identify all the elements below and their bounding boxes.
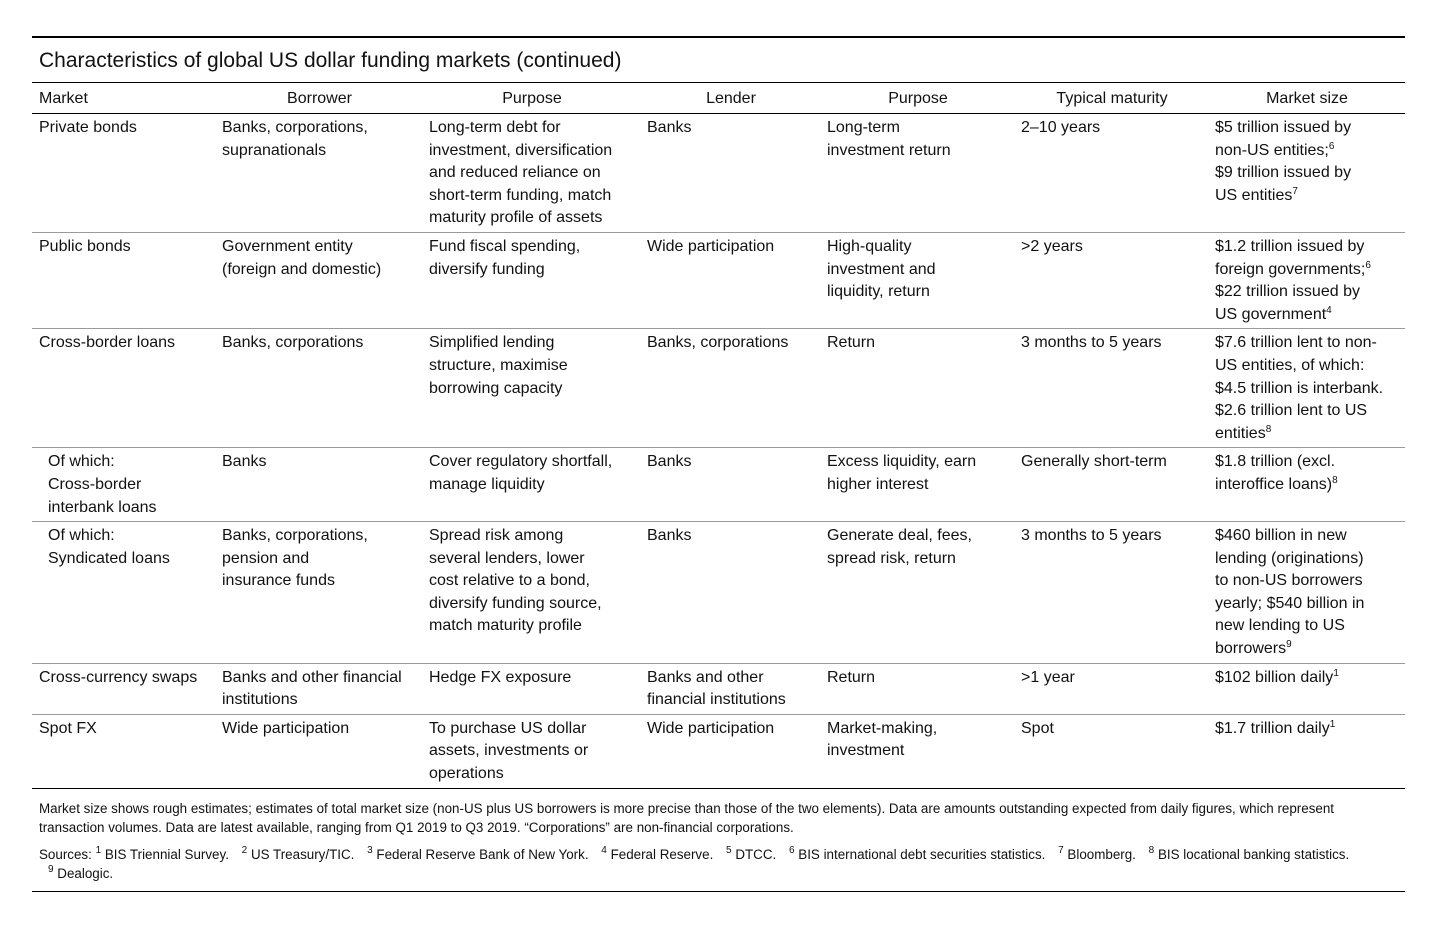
size-text: $22 trillion issued by [1215, 283, 1360, 301]
source-item [48, 863, 114, 881]
cell-line: Banks, corporations, [222, 527, 368, 545]
size-text: US government [1215, 305, 1327, 323]
footnote-ref: 8 [1265, 423, 1272, 435]
sources-line [39, 845, 1398, 883]
cell-line: diversify funding source, [429, 594, 602, 612]
cell-lender [641, 448, 821, 522]
cell-line: Cross-border loans [39, 334, 176, 352]
footnote-ref: 7 [1292, 185, 1298, 197]
cell-lender [641, 714, 821, 788]
cell-line: insurance funds [222, 572, 335, 590]
cell-line [1215, 117, 1399, 140]
cell-line: Banks, corporations [647, 334, 789, 352]
cell-line: borrowing capacity [429, 379, 563, 397]
source-item [367, 844, 589, 862]
cell-line: Return [827, 668, 876, 686]
cell-borrower [216, 232, 423, 328]
cell-line: financial institutions [647, 691, 786, 709]
cell-line: 2–10 years [1021, 119, 1101, 136]
table-row [32, 714, 1405, 788]
cell-line: Public bonds [39, 237, 131, 255]
cell-line: Spread risk among [429, 527, 564, 545]
footnote-ref: 6 [1328, 140, 1335, 152]
cell-line: Banks, corporations [222, 334, 364, 352]
cell-purpose-lender [821, 522, 1015, 664]
cell-purpose-borrower [423, 522, 641, 664]
source-text: Federal Reserve Bank of New York. [376, 846, 589, 862]
cell-line: Banks [647, 527, 692, 545]
table-notes [32, 789, 1405, 883]
source-item [726, 844, 777, 862]
source-item [601, 844, 714, 862]
cell-market-size [1209, 522, 1405, 664]
cell-lender [641, 522, 821, 664]
cell-line: Long-term [827, 119, 900, 136]
source-text: BIS international debt securities statistics. [798, 846, 1046, 862]
cell-line: Banks and other financial [222, 668, 402, 686]
table-row [32, 663, 1405, 714]
source-text: DTCC. [735, 846, 777, 862]
cell-line: Excess liquidity, earn [827, 453, 977, 471]
cell-maturity [1015, 329, 1209, 448]
header-row [32, 83, 1405, 114]
cell-market-size [1209, 232, 1405, 328]
cell-line: spread risk, return [827, 549, 956, 567]
cell-borrower [216, 329, 423, 448]
cell-maturity [1015, 114, 1209, 233]
size-text: US entities, of which: [1215, 356, 1365, 374]
size-text: yearly; $540 billion in [1215, 594, 1365, 612]
cell-line: Spot FX [39, 719, 97, 737]
cell-borrower [216, 522, 423, 664]
cell-line: diversify funding [429, 260, 545, 278]
size-text: $102 billion daily [1215, 668, 1334, 686]
cell-line: Cover regulatory shortfall, [429, 453, 613, 471]
table-row [32, 522, 1405, 664]
cell-line: short-term funding, match [429, 186, 612, 204]
footnote-ref: 8 [1332, 474, 1338, 486]
market-size-entry [1215, 281, 1399, 326]
cell-market-size [1209, 329, 1405, 448]
cell-line [1215, 593, 1399, 616]
cell-line [1215, 474, 1399, 497]
cell-borrower [216, 714, 423, 788]
cell-market [32, 232, 216, 328]
cell-borrower [216, 448, 423, 522]
cell-line: Spot [1021, 719, 1054, 737]
size-text: $460 billion in new [1215, 527, 1347, 545]
cell-market-size [1209, 663, 1405, 714]
size-text: $4.5 trillion is interbank. [1215, 379, 1384, 397]
table-title: Characteristics of global US dollar funding markets (continued) [39, 49, 622, 72]
cell-line [1215, 140, 1399, 163]
footnote-ref: 9 [1286, 639, 1292, 651]
market-size-entry [1215, 718, 1399, 741]
cell-purpose-borrower [423, 114, 641, 233]
cell-market [32, 714, 216, 788]
source-text: BIS Triennial Survey. [104, 846, 229, 862]
cell-line: Of which: [48, 453, 115, 471]
cell-line: investment [827, 742, 905, 760]
cell-line [1215, 378, 1399, 401]
source-number: 1 [95, 844, 102, 856]
cell-lender [641, 232, 821, 328]
cell-line: Generally short-term [1021, 453, 1167, 471]
size-text: $7.6 trillion lent to non- [1215, 334, 1377, 352]
cell-maturity [1015, 663, 1209, 714]
document [32, 36, 1405, 892]
header-maturity: Typical maturity [1015, 83, 1209, 114]
market-size-entry [1215, 667, 1399, 690]
source-number: 4 [601, 844, 607, 856]
size-text: entities [1215, 424, 1266, 442]
source-item [241, 844, 355, 862]
cell-line: Wide participation [647, 719, 775, 737]
cell-line: operations [429, 765, 504, 783]
funding-markets-table [32, 83, 1405, 789]
cell-line: Private bonds [39, 119, 137, 136]
cell-line [1215, 281, 1399, 304]
cell-market-size [1209, 114, 1405, 233]
cell-line: Banks, corporations, [222, 119, 368, 136]
size-text: interoffice loans) [1215, 475, 1333, 493]
cell-line: interbank loans [48, 498, 157, 516]
source-item [95, 844, 229, 862]
cell-line: Government entity [222, 237, 353, 255]
header-borrower: Borrower [216, 83, 423, 114]
size-text: to non-US borrowers [1215, 572, 1363, 590]
cell-borrower [216, 114, 423, 233]
header-purpose-lender: Purpose [821, 83, 1015, 114]
cell-line: liquidity, return [827, 283, 930, 301]
cell-line: structure, maximise [429, 356, 568, 374]
cell-line [1215, 423, 1399, 446]
cell-line [1215, 525, 1399, 548]
cell-line: investment and [827, 260, 936, 278]
header-purpose-borrower: Purpose [423, 83, 641, 114]
cell-purpose-borrower [423, 663, 641, 714]
source-text: Dealogic. [57, 865, 114, 881]
cell-line: Simplified lending [429, 334, 555, 352]
cell-line: Hedge FX exposure [429, 668, 572, 686]
market-size-entry [1215, 332, 1399, 445]
cell-line: Of which: [48, 527, 115, 545]
source-number: 9 [48, 863, 54, 875]
source-number: 5 [726, 844, 732, 856]
table-row [32, 232, 1405, 328]
cell-line: >1 year [1021, 668, 1075, 686]
cell-line: 3 months to 5 years [1021, 334, 1162, 352]
cell-line: higher interest [827, 475, 929, 493]
note-text: Market size shows rough estimates; estimates of total market size (non-US plus US borrowers is more precise than those of the two elements). Data are amounts outstanding expected from daily figures, which represent transaction volumes. Data are latest available, ranging from Q1 2019 to Q3 2019. “Corporations” are non-financial corporations. [39, 800, 1335, 835]
cell-line: >2 years [1021, 237, 1083, 255]
footnote-ref: 1 [1333, 667, 1339, 679]
size-text: $1.2 trillion issued by [1215, 237, 1365, 255]
cell-line [1215, 162, 1399, 185]
source-text: Federal Reserve. [610, 846, 714, 862]
cell-purpose-borrower [423, 714, 641, 788]
cell-line [1215, 638, 1399, 661]
source-item [1148, 844, 1350, 862]
size-text: $9 trillion issued by [1215, 164, 1352, 182]
source-number: 8 [1148, 844, 1155, 856]
source-text: Bloomberg. [1067, 846, 1136, 862]
source-text: BIS locational banking statistics. [1157, 846, 1350, 862]
cell-line: cost relative to a bond, [429, 572, 590, 590]
size-text: new lending to US [1215, 617, 1345, 635]
cell-purpose-lender [821, 329, 1015, 448]
sources-label: Sources: [39, 846, 92, 862]
cell-line: Long-term debt for [429, 119, 561, 136]
cell-line: manage liquidity [429, 475, 545, 493]
cell-line: 3 months to 5 years [1021, 527, 1162, 545]
source-text: US Treasury/TIC. [250, 846, 355, 862]
cell-line: Banks [222, 453, 267, 471]
cell-purpose-lender [821, 663, 1015, 714]
cell-line: Cross-border [48, 475, 142, 493]
cell-line [1215, 570, 1399, 593]
size-text: $2.6 trillion lent to US [1215, 402, 1368, 420]
cell-line: Banks [647, 119, 692, 136]
footnote-ref: 4 [1326, 304, 1332, 316]
cell-line: match maturity profile [429, 617, 582, 635]
cell-line: Cross-currency swaps [39, 668, 198, 686]
cell-line: Return [827, 334, 876, 352]
cell-purpose-borrower [423, 329, 641, 448]
cell-purpose-borrower [423, 448, 641, 522]
cell-line: (foreign and domestic) [222, 260, 382, 278]
cell-line: Banks [647, 453, 692, 471]
cell-maturity [1015, 714, 1209, 788]
market-size-entry [1215, 451, 1399, 496]
cell-line [1215, 548, 1399, 571]
cell-line: assets, investments or [429, 742, 589, 760]
cell-line: investment return [827, 141, 951, 159]
cell-line: High-quality [827, 237, 912, 255]
table-row [32, 114, 1405, 233]
source-number: 7 [1058, 844, 1064, 856]
table-row [32, 329, 1405, 448]
cell-lender [641, 114, 821, 233]
cell-line: Syndicated loans [48, 549, 170, 567]
footnote-ref: 1 [1329, 718, 1336, 730]
table-body [32, 114, 1405, 789]
size-text: borrowers [1215, 640, 1287, 658]
cell-line [1215, 615, 1399, 638]
header-lender: Lender [641, 83, 821, 114]
cell-maturity [1015, 448, 1209, 522]
cell-purpose-lender [821, 714, 1015, 788]
cell-line [1215, 667, 1399, 690]
header-market-size: Market size [1209, 83, 1405, 114]
cell-line: pension and [222, 549, 310, 567]
cell-market-size [1209, 714, 1405, 788]
size-text: foreign governments; [1215, 260, 1366, 278]
source-item [1058, 844, 1136, 862]
size-text: US entities [1215, 186, 1293, 204]
cell-market [32, 329, 216, 448]
size-text: non-US entities; [1215, 141, 1329, 159]
cell-line [1215, 185, 1399, 208]
source-number: 3 [367, 844, 373, 856]
cell-line [1215, 451, 1399, 474]
cell-market [32, 663, 216, 714]
cell-line: institutions [222, 691, 298, 709]
cell-lender [641, 663, 821, 714]
cell-line [1215, 332, 1399, 355]
cell-line [1215, 718, 1399, 741]
market-size-entry [1215, 525, 1399, 661]
cell-market [32, 448, 216, 522]
cell-market [32, 114, 216, 233]
source-number: 6 [788, 844, 795, 856]
source-number: 2 [241, 844, 248, 856]
cell-line [1215, 236, 1399, 259]
table-row [32, 448, 1405, 522]
cell-line: Wide participation [647, 237, 775, 255]
cell-line: several lenders, lower [429, 549, 585, 567]
market-size-entry [1215, 162, 1399, 207]
source-item [788, 844, 1046, 862]
cell-line: and reduced reliance on [429, 164, 601, 182]
cell-line: Banks and other [647, 668, 764, 686]
size-text: $5 trillion issued by [1215, 119, 1352, 136]
cell-line [1215, 400, 1399, 423]
footnote-ref: 6 [1365, 259, 1371, 271]
cell-market-size [1209, 448, 1405, 522]
cell-line: Generate deal, fees, [827, 527, 972, 545]
size-text: lending (originations) [1215, 549, 1364, 567]
size-text: $1.8 trillion (excl. [1215, 453, 1336, 471]
cell-line: Wide participation [222, 719, 350, 737]
cell-purpose-lender [821, 232, 1015, 328]
cell-purpose-borrower [423, 232, 641, 328]
cell-maturity [1015, 522, 1209, 664]
cell-line [1215, 304, 1399, 327]
cell-line: investment, diversification [429, 141, 613, 159]
cell-line: maturity profile of assets [429, 209, 603, 227]
cell-borrower [216, 663, 423, 714]
cell-line [1215, 355, 1399, 378]
size-text: $1.7 trillion daily [1215, 719, 1330, 737]
header-market: Market [32, 83, 216, 114]
cell-line: Market-making, [827, 719, 938, 737]
cell-purpose-lender [821, 114, 1015, 233]
market-size-entry [1215, 117, 1399, 162]
cell-line: Fund fiscal spending, [429, 237, 581, 255]
cell-line [1215, 259, 1399, 282]
cell-purpose-lender [821, 448, 1015, 522]
cell-maturity [1015, 232, 1209, 328]
bottom-rule [32, 891, 1405, 892]
cell-line: supranationals [222, 141, 327, 159]
cell-market [32, 522, 216, 664]
cell-line: To purchase US dollar [429, 719, 587, 737]
market-size-entry [1215, 236, 1399, 281]
cell-lender [641, 329, 821, 448]
